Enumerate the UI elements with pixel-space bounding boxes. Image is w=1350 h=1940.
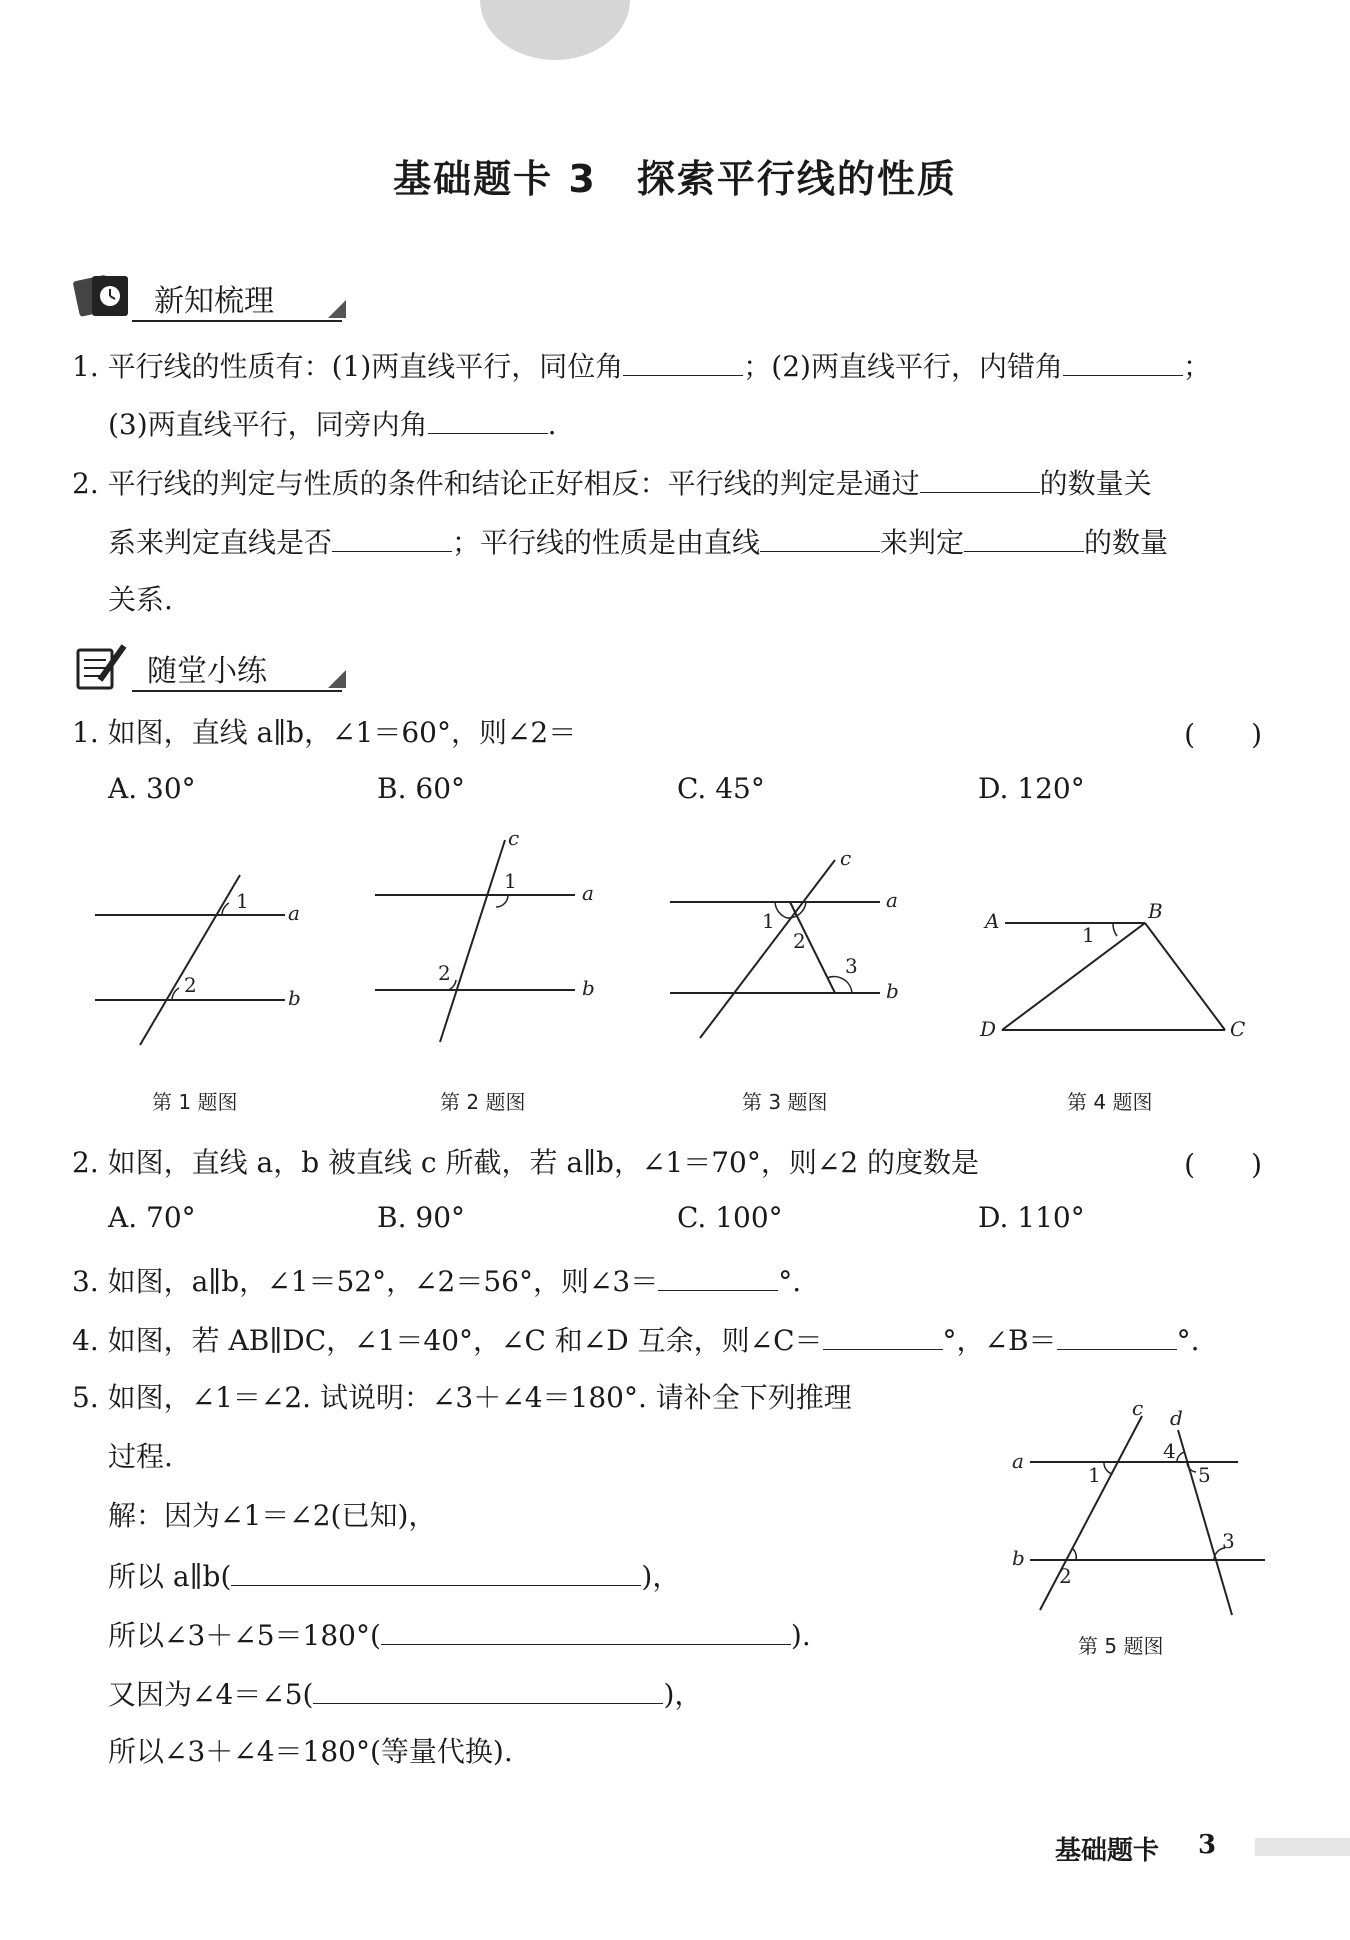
angle-label: 5 — [1198, 1463, 1211, 1487]
answer-blank[interactable] — [623, 345, 743, 376]
knowledge-q1-line1 — [72, 345, 1211, 387]
figure-2 — [375, 826, 595, 1042]
exercise-4 — [72, 1319, 1199, 1361]
exercise-2-option-d[interactable]: D. 110° — [978, 1201, 1085, 1234]
angle-label: 4 — [1163, 1439, 1176, 1463]
page-number: 3 — [1198, 1830, 1217, 1860]
figures-row — [0, 820, 1350, 1080]
line-label: b — [886, 979, 899, 1003]
exercise-3 — [72, 1260, 801, 1302]
text: )， — [663, 1678, 703, 1711]
line-label: c — [508, 826, 520, 850]
figure-1-caption: 第 1 题图 — [152, 1090, 238, 1114]
exercise-5-step-5: 所以∠3＋∠4＝180°(等量代换). — [108, 1735, 513, 1768]
angle-label: 2 — [184, 973, 197, 997]
exercise-1-option-d[interactable]: D. 120° — [978, 772, 1085, 805]
section-underline — [132, 320, 342, 322]
exercise-5-step-3 — [108, 1614, 811, 1656]
text: °，∠B＝ — [942, 1324, 1057, 1357]
section-header-new-knowledge — [72, 270, 352, 322]
vertex-label: B — [1148, 899, 1163, 923]
figure-5 — [980, 1400, 1280, 1640]
section-triangle-icon — [328, 300, 346, 318]
figure-3-caption: 第 3 题图 — [742, 1090, 828, 1114]
text: 1. 平行线的性质有：(1)两直线平行，同位角 — [72, 350, 624, 383]
text: 2. 平行线的判定与性质的条件和结论正好相反：平行线的判定是通过 — [72, 467, 920, 500]
angle-label: 1 — [762, 909, 775, 933]
exercise-1-answer-paren[interactable]: ( ) — [1184, 718, 1262, 751]
angle-label: 3 — [1222, 1529, 1235, 1553]
text: )， — [641, 1560, 681, 1593]
footer-bar — [1255, 1838, 1350, 1856]
text: 所以∠3＋∠5＝180°( — [108, 1619, 381, 1652]
line-label: a — [288, 901, 300, 925]
exercise-5-step-1: 解：因为∠1＝∠2(已知)， — [108, 1499, 437, 1532]
text: 来判定 — [880, 526, 965, 559]
line-label: b — [582, 976, 595, 1000]
notebook-pencil-icon — [72, 640, 134, 692]
text: ；(2)两直线平行，内错角 — [743, 350, 1063, 383]
exercise-1-option-c[interactable]: C. 45° — [677, 772, 765, 805]
figure-2-caption: 第 2 题图 — [440, 1090, 526, 1114]
line-label: c — [1132, 1400, 1144, 1420]
text: ；平行线的性质是由直线 — [452, 526, 761, 559]
exercise-2-stem: 2. 如图，直线 a，b 被直线 c 所截，若 a∥b，∠1＝70°，则∠2 的度数是 — [72, 1146, 980, 1179]
knowledge-q2-line1 — [72, 462, 1152, 504]
section-title: 随堂小练 — [147, 654, 267, 689]
book-clock-icon — [72, 270, 134, 322]
angle-label: 1 — [1088, 1463, 1101, 1487]
figure-4-caption: 第 4 题图 — [1067, 1090, 1153, 1114]
answer-blank[interactable] — [658, 1260, 778, 1291]
figure-1 — [95, 875, 301, 1045]
vertex-label: D — [980, 1017, 997, 1041]
vertex-label: C — [1230, 1017, 1246, 1041]
text: 所以 a∥b( — [108, 1560, 232, 1593]
figure-5-caption: 第 5 题图 — [1078, 1634, 1164, 1658]
angle-label: 1 — [236, 889, 249, 913]
line-label: b — [288, 986, 301, 1010]
text: 3. 如图，a∥b，∠1＝52°，∠2＝56°，则∠3＝ — [72, 1265, 659, 1298]
knowledge-q2-line3: 关系. — [108, 583, 173, 616]
answer-blank[interactable] — [760, 521, 880, 552]
answer-blank[interactable] — [1057, 1319, 1177, 1350]
line-label: a — [1012, 1449, 1024, 1473]
exercise-5-stem: 5. 如图，∠1＝∠2. 试说明：∠3＋∠4＝180°. 请补全下列推理 — [72, 1381, 852, 1414]
exercise-1-option-a[interactable]: A. 30° — [108, 772, 196, 805]
angle-label: 1 — [1082, 923, 1095, 947]
text: 的数量关 — [1039, 467, 1152, 500]
section-title: 新知梳理 — [154, 284, 274, 319]
answer-blank[interactable] — [332, 521, 452, 552]
reason-blank[interactable] — [231, 1555, 641, 1586]
figure-3 — [670, 846, 899, 1038]
answer-blank[interactable] — [964, 521, 1084, 552]
angle-label: 2 — [1059, 1564, 1072, 1588]
exercise-5-step-4 — [108, 1673, 702, 1715]
exercise-2-option-b[interactable]: B. 90° — [377, 1201, 466, 1234]
exercise-2-answer-paren[interactable]: ( ) — [1184, 1148, 1262, 1181]
text: °. — [778, 1265, 802, 1298]
figure-4 — [979, 899, 1245, 1041]
text: °. — [1176, 1324, 1200, 1357]
text: 系来判定直线是否 — [108, 526, 333, 559]
footer-label: 基础题卡 — [1055, 1836, 1160, 1866]
vertex-label: A — [985, 909, 1000, 933]
angle-label: 3 — [845, 954, 858, 978]
answer-blank[interactable] — [428, 403, 548, 434]
exercise-1-option-b[interactable]: B. 60° — [377, 772, 466, 805]
section-triangle-icon — [328, 670, 346, 688]
knowledge-q1-line2 — [108, 403, 557, 445]
exercise-5-step-2 — [108, 1555, 680, 1597]
page-title: 基础题卡 3 探索平行线的性质 — [393, 157, 957, 201]
line-label: a — [886, 888, 898, 912]
text: (3)两直线平行，同旁内角 — [108, 408, 428, 441]
reason-blank[interactable] — [313, 1673, 663, 1704]
angle-label: 1 — [504, 869, 517, 893]
exercise-1-stem: 1. 如图，直线 a∥b，∠1＝60°，则∠2＝ — [72, 716, 577, 749]
answer-blank[interactable] — [823, 1319, 943, 1350]
section-header-practice — [72, 640, 352, 692]
text: 的数量 — [1084, 526, 1169, 559]
knowledge-q2-line2 — [108, 521, 1168, 563]
exercise-2-option-c[interactable]: C. 100° — [677, 1201, 783, 1234]
top-tab-decoration — [480, 0, 630, 60]
line-label: d — [1170, 1406, 1183, 1430]
line-label: a — [582, 881, 594, 905]
line-label: c — [840, 846, 852, 870]
answer-blank[interactable] — [920, 462, 1040, 493]
text: ). — [790, 1619, 811, 1652]
text: 又因为∠4＝∠5( — [108, 1678, 314, 1711]
text: 4. 如图，若 AB∥DC，∠1＝40°，∠C 和∠D 互余，则∠C＝ — [72, 1324, 823, 1357]
line-label: b — [1012, 1546, 1025, 1570]
reason-blank[interactable] — [381, 1614, 791, 1645]
exercise-5-stem-cont: 过程. — [108, 1440, 173, 1473]
text: . — [547, 408, 557, 441]
section-underline — [132, 690, 342, 692]
angle-label: 2 — [438, 961, 451, 985]
answer-blank[interactable] — [1063, 345, 1183, 376]
exercise-2-option-a[interactable]: A. 70° — [108, 1201, 196, 1234]
text: ； — [1182, 350, 1211, 383]
angle-label: 2 — [793, 929, 806, 953]
